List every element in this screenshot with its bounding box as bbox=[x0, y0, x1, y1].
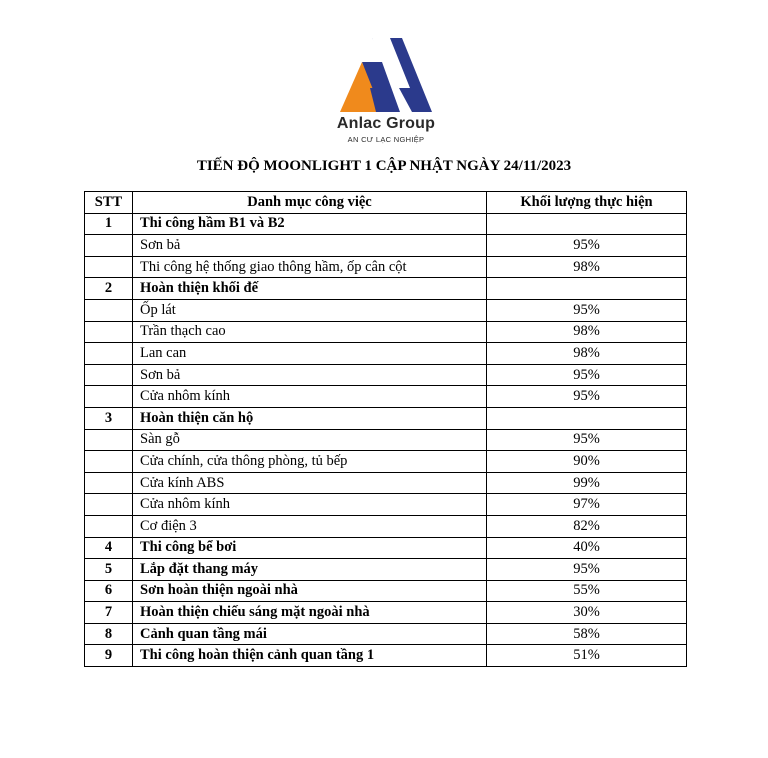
stt-cell bbox=[85, 256, 133, 278]
progress-cell bbox=[487, 213, 687, 235]
progress-cell: 51% bbox=[487, 645, 687, 667]
task-name-cell: Hoàn thiện chiếu sáng mặt ngoài nhà bbox=[133, 602, 487, 624]
stt-cell bbox=[85, 451, 133, 473]
table-row-group bbox=[85, 602, 687, 624]
header-stt: STT bbox=[85, 192, 133, 214]
task-name-cell: Thi công bể bơi bbox=[133, 537, 487, 559]
progress-cell: 95% bbox=[487, 364, 687, 386]
task-name-cell: Thi công hầm B1 và B2 bbox=[133, 213, 487, 235]
stt-cell bbox=[85, 321, 133, 343]
progress-table bbox=[84, 191, 687, 667]
progress-cell: 98% bbox=[487, 256, 687, 278]
table-row bbox=[85, 343, 687, 365]
task-name-cell: Hoàn thiện khối đế bbox=[133, 278, 487, 300]
stt-cell: 1 bbox=[85, 213, 133, 235]
progress-cell: 95% bbox=[487, 559, 687, 581]
progress-cell: 55% bbox=[487, 580, 687, 602]
task-name-cell: Lan can bbox=[133, 343, 487, 365]
table-row bbox=[85, 299, 687, 321]
table-row-group bbox=[85, 623, 687, 645]
header-task: Danh mục công việc bbox=[133, 192, 487, 214]
brand-name: Anlac Group bbox=[336, 115, 436, 132]
stt-cell bbox=[85, 515, 133, 537]
progress-cell: 98% bbox=[487, 343, 687, 365]
task-name-cell: Ốp lát bbox=[133, 299, 487, 321]
progress-cell: 58% bbox=[487, 623, 687, 645]
table-row-group bbox=[85, 278, 687, 300]
progress-cell: 95% bbox=[487, 429, 687, 451]
table-row-group bbox=[85, 559, 687, 581]
table-row-group bbox=[85, 580, 687, 602]
stt-cell bbox=[85, 386, 133, 408]
table-row bbox=[85, 386, 687, 408]
brand-tagline: AN CƯ LẠC NGHIỆP bbox=[347, 135, 425, 144]
stt-cell: 2 bbox=[85, 278, 133, 300]
task-name-cell: Cơ điện 3 bbox=[133, 515, 487, 537]
stt-cell: 3 bbox=[85, 407, 133, 429]
stt-cell: 6 bbox=[85, 580, 133, 602]
stt-cell bbox=[85, 494, 133, 516]
stt-cell bbox=[85, 472, 133, 494]
table-row bbox=[85, 235, 687, 257]
stt-cell: 7 bbox=[85, 602, 133, 624]
stt-cell bbox=[85, 364, 133, 386]
progress-cell: 95% bbox=[487, 299, 687, 321]
table-row bbox=[85, 515, 687, 537]
progress-cell bbox=[487, 278, 687, 300]
stt-cell: 8 bbox=[85, 623, 133, 645]
stt-cell: 9 bbox=[85, 645, 133, 667]
task-name-cell: Thi công hệ thống giao thông hầm, ốp cân cột bbox=[133, 256, 487, 278]
table-row bbox=[85, 256, 687, 278]
table-row-group bbox=[85, 645, 687, 667]
progress-cell: 82% bbox=[487, 515, 687, 537]
task-name-cell: Cảnh quan tầng mái bbox=[133, 623, 487, 645]
progress-cell bbox=[487, 407, 687, 429]
table-header-row bbox=[85, 192, 687, 214]
stt-cell bbox=[85, 343, 133, 365]
table-row bbox=[85, 364, 687, 386]
task-name-cell: Cửa nhôm kính bbox=[133, 386, 487, 408]
task-name-cell: Lắp đặt thang máy bbox=[133, 559, 487, 581]
anlac-logo-icon bbox=[340, 38, 432, 112]
progress-cell: 40% bbox=[487, 537, 687, 559]
company-logo bbox=[320, 38, 452, 144]
page-title: TIẾN ĐỘ MOONLIGHT 1 CẬP NHẬT NGÀY 24/11/2023 bbox=[196, 158, 572, 174]
table-row bbox=[85, 494, 687, 516]
task-name-cell: Cửa chính, cửa thông phòng, tủ bếp bbox=[133, 451, 487, 473]
stt-cell bbox=[85, 429, 133, 451]
progress-cell: 97% bbox=[487, 494, 687, 516]
table-row-group bbox=[85, 537, 687, 559]
progress-cell: 95% bbox=[487, 235, 687, 257]
task-name-cell: Sơn bả bbox=[133, 235, 487, 257]
progress-cell: 90% bbox=[487, 451, 687, 473]
stt-cell: 4 bbox=[85, 537, 133, 559]
table-row bbox=[85, 451, 687, 473]
header-progress: Khối lượng thực hiện bbox=[487, 192, 687, 214]
task-name-cell: Sàn gỗ bbox=[133, 429, 487, 451]
table-row bbox=[85, 472, 687, 494]
table-row bbox=[85, 429, 687, 451]
progress-cell: 98% bbox=[487, 321, 687, 343]
stt-cell: 5 bbox=[85, 559, 133, 581]
stt-cell bbox=[85, 235, 133, 257]
task-name-cell: Sơn bả bbox=[133, 364, 487, 386]
progress-cell: 99% bbox=[487, 472, 687, 494]
table-row bbox=[85, 321, 687, 343]
table-row-group bbox=[85, 213, 687, 235]
task-name-cell: Sơn hoàn thiện ngoài nhà bbox=[133, 580, 487, 602]
stt-cell bbox=[85, 299, 133, 321]
progress-cell: 30% bbox=[487, 602, 687, 624]
task-name-cell: Cửa nhôm kính bbox=[133, 494, 487, 516]
task-name-cell: Hoàn thiện căn hộ bbox=[133, 407, 487, 429]
task-name-cell: Thi công hoàn thiện cảnh quan tầng 1 bbox=[133, 645, 487, 667]
table-row-group bbox=[85, 407, 687, 429]
progress-cell: 95% bbox=[487, 386, 687, 408]
task-name-cell: Trần thạch cao bbox=[133, 321, 487, 343]
task-name-cell: Cửa kính ABS bbox=[133, 472, 487, 494]
